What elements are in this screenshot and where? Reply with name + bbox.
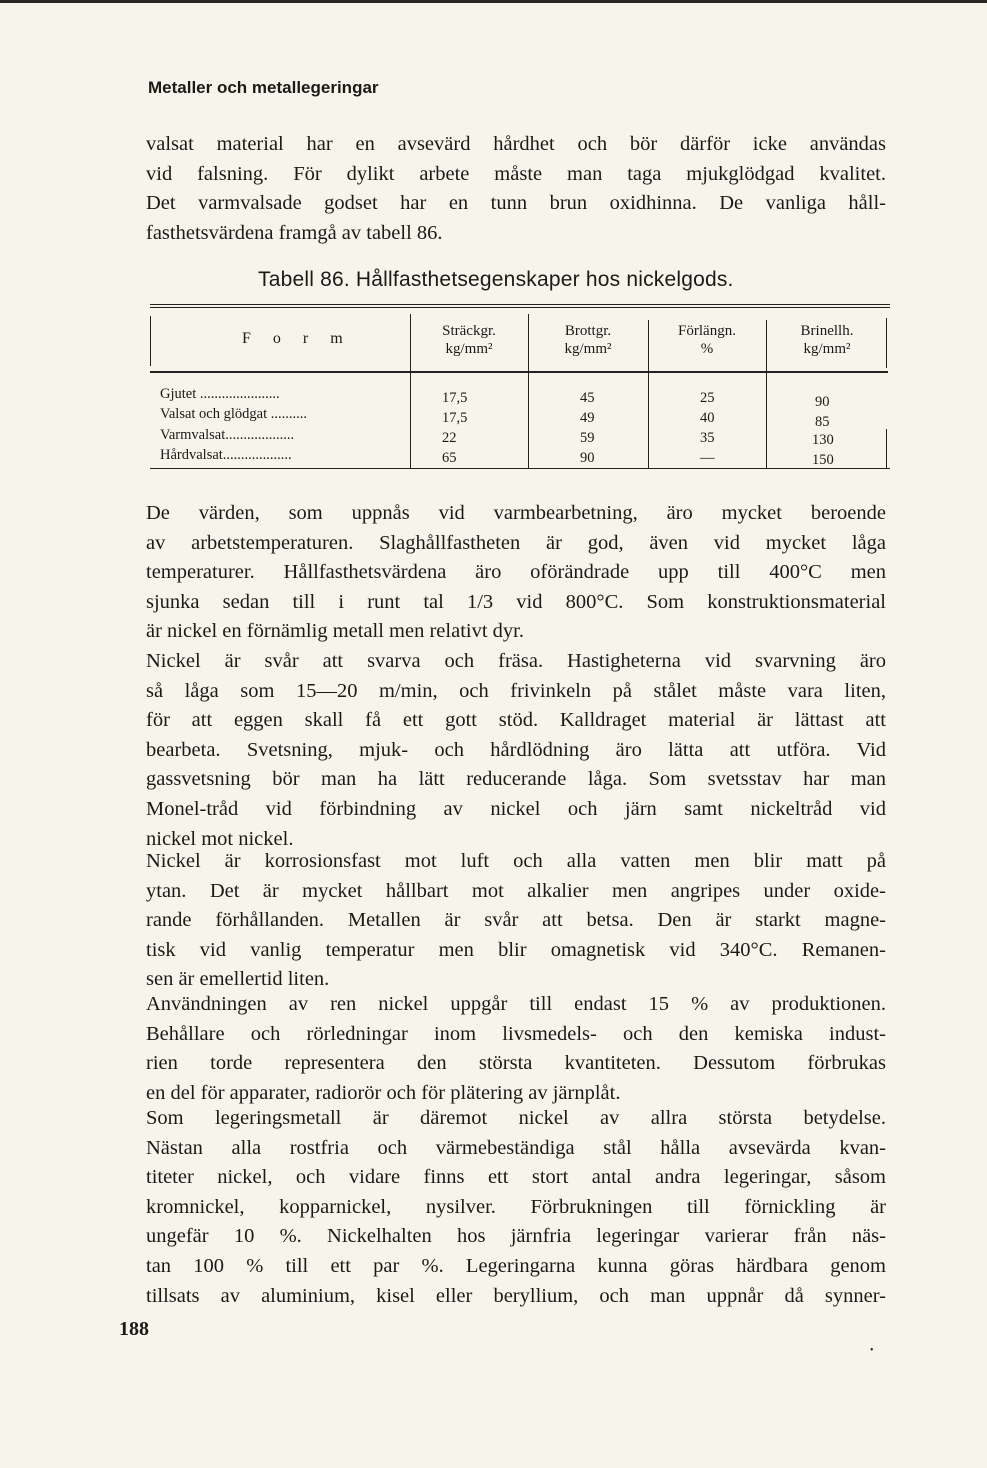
table-top-rule	[150, 304, 890, 305]
paragraph-4	[146, 847, 886, 995]
header-unit: kg/mm²	[564, 341, 612, 357]
text-line: Nickel är svår att svarva och fräsa. Hastigheterna vid svarvning äro	[146, 650, 886, 672]
text-line: vid falsning. För dylikt arbete måste man taga mjukglödgad kvalitet.	[146, 162, 886, 185]
cell-forlangn: 40	[700, 410, 715, 426]
text-line: De värden, som uppnås vid varmbearbetning, äro mycket beroende	[146, 502, 886, 524]
text-line: tisk vid vanlig temperatur men blir omagnetisk vid 340°C. Remanen-	[146, 938, 886, 961]
header-line: Brinellh.	[800, 323, 854, 339]
page-number: 188	[119, 1318, 149, 1340]
text-line: titeter nickel, och vidare finns ett stort antal andra legeringar, såsom	[146, 1166, 886, 1189]
ink-speck: •	[870, 1345, 874, 1356]
cell-brinellh: 150	[812, 452, 834, 468]
table-top-rule-2	[150, 307, 890, 308]
table-bottom-rule	[150, 468, 890, 469]
text-line: rien torde representera den största kvantiteten. Dessutom förbrukas	[146, 1052, 886, 1075]
text-line: är nickel en förnämlig metall men relativt dyr.	[146, 620, 524, 643]
text-line: Som legeringsmetall är däremot nickel av allra största betydelse.	[146, 1107, 886, 1129]
cell-strackgr: 17,5	[442, 390, 468, 406]
text-line: temperaturer. Hållfasthetsvärdena äro oförändrade upp till 400°C men	[146, 561, 886, 584]
header-rule	[150, 371, 888, 373]
header-forlangn	[648, 322, 766, 358]
header-strackgr	[410, 322, 528, 358]
cell-brottgr: 90	[580, 450, 595, 466]
paragraph-2	[146, 499, 886, 647]
paragraph-1	[146, 130, 886, 248]
text-line: för att eggen skall få ett gott stöd. Kalldraget material är lättast att	[146, 709, 886, 732]
text-line: sen är emellertid liten.	[146, 968, 330, 991]
running-head: Metaller och metallegeringar	[148, 78, 379, 97]
cell-forlangn: 35	[700, 430, 715, 446]
paragraph-6	[146, 1104, 886, 1311]
cell-strackgr: 22	[442, 430, 457, 446]
cell-strackgr: 17,5	[442, 410, 468, 426]
text-line: Nickel är korrosionsfast mot luft och alla vatten men blir matt på	[146, 850, 886, 872]
text-line: bearbeta. Svetsning, mjuk- och hårdlödning äro lätta att utföra. Vid	[146, 738, 886, 761]
text-line: så låga som 15—20 m/min, och frivinkeln på stålet måste vara liten,	[146, 679, 886, 702]
text-line: Behållare och rörledningar inom livsmedels- och den kemiska indust-	[146, 1022, 886, 1045]
text-line: en del för apparater, radiorör och för plätering av järnplåt.	[146, 1081, 621, 1104]
text-line: gassvetsning bör man ha lätt reducerande låga. Som svetsstav har man	[146, 768, 886, 791]
cell-brinellh: 90	[815, 394, 830, 410]
cell-forlangn: 25	[700, 390, 715, 406]
row-label: Hårdvalsat...................	[160, 447, 292, 463]
header-unit: %	[700, 341, 714, 357]
text-line: tan 100 % till ett par %. Legeringarna kunna göras härdbara genom	[146, 1254, 886, 1277]
cell-brinellh: 130	[812, 432, 834, 448]
paragraph-3	[146, 647, 886, 854]
paragraph-5	[146, 990, 886, 1108]
header-brottgr	[528, 322, 648, 358]
header-unit: kg/mm²	[803, 341, 851, 357]
properties-table	[150, 304, 890, 474]
cell-brottgr: 59	[580, 430, 595, 446]
text-line: ungefär 10 %. Nickelhalten hos järnfria legeringar varierar från näs-	[146, 1225, 886, 1248]
cell-brinellh: 85	[815, 414, 830, 430]
text-line: Det varmvalsade godset har en tunn brun oxidhinna. De vanliga håll-	[146, 192, 886, 215]
text-line: ytan. Det är mycket hållbart mot alkalier men angripes under oxide-	[146, 879, 886, 902]
header-line: Brottgr.	[564, 323, 612, 339]
col-divider	[150, 316, 151, 366]
text-line: tillsats av aluminium, kisel eller beryllium, och man uppnår då synner-	[146, 1284, 886, 1307]
row-label: Gjutet ......................	[160, 386, 280, 402]
text-line: Användningen av ren nickel uppgår till endast 15 % av produktionen.	[146, 993, 886, 1015]
text-line: kromnickel, kopparnickel, nysilver. Förbrukningen till förnickling är	[146, 1195, 886, 1218]
top-edge-rule	[0, 0, 987, 3]
header-form: F o r m	[242, 330, 352, 347]
header-line: Förlängn.	[678, 323, 736, 339]
text-line: nickel mot nickel.	[146, 827, 294, 850]
cell-forlangn: —	[700, 450, 715, 466]
row-label: Valsat och glödgat ..........	[160, 406, 307, 422]
cell-strackgr: 65	[442, 450, 457, 466]
cell-brottgr: 45	[580, 390, 595, 406]
row-label: Varmvalsat...................	[160, 427, 295, 443]
text-line: sjunka sedan till i runt tal 1/3 vid 800°C. Som konstruktionsmaterial	[146, 590, 886, 613]
header-line: Sträckgr.	[442, 323, 496, 339]
col-divider	[886, 429, 887, 469]
header-unit: kg/mm²	[445, 341, 493, 357]
header-brinellh	[766, 322, 888, 358]
table-caption: Tabell 86. Hållfasthetsegenskaper hos nickelgods.	[258, 268, 734, 291]
text-line: valsat material har en avsevärd hårdhet och bör därför icke användas	[146, 133, 886, 155]
text-line: Monel-tråd vid förbindning av nickel och järn samt nickeltråd vid	[146, 797, 886, 820]
cell-brottgr: 49	[580, 410, 595, 426]
text-line: rande förhållanden. Metallen är svår att betsa. Den är starkt magne-	[146, 909, 886, 932]
text-line: Nästan alla rostfria och värmebeständiga stål hålla avsevärda kvan-	[146, 1136, 886, 1159]
text-line: av arbetstemperaturen. Slaghållfastheten är god, även vid mycket låga	[146, 531, 886, 554]
text-line: fasthetsvärdena framgå av tabell 86.	[146, 221, 443, 244]
